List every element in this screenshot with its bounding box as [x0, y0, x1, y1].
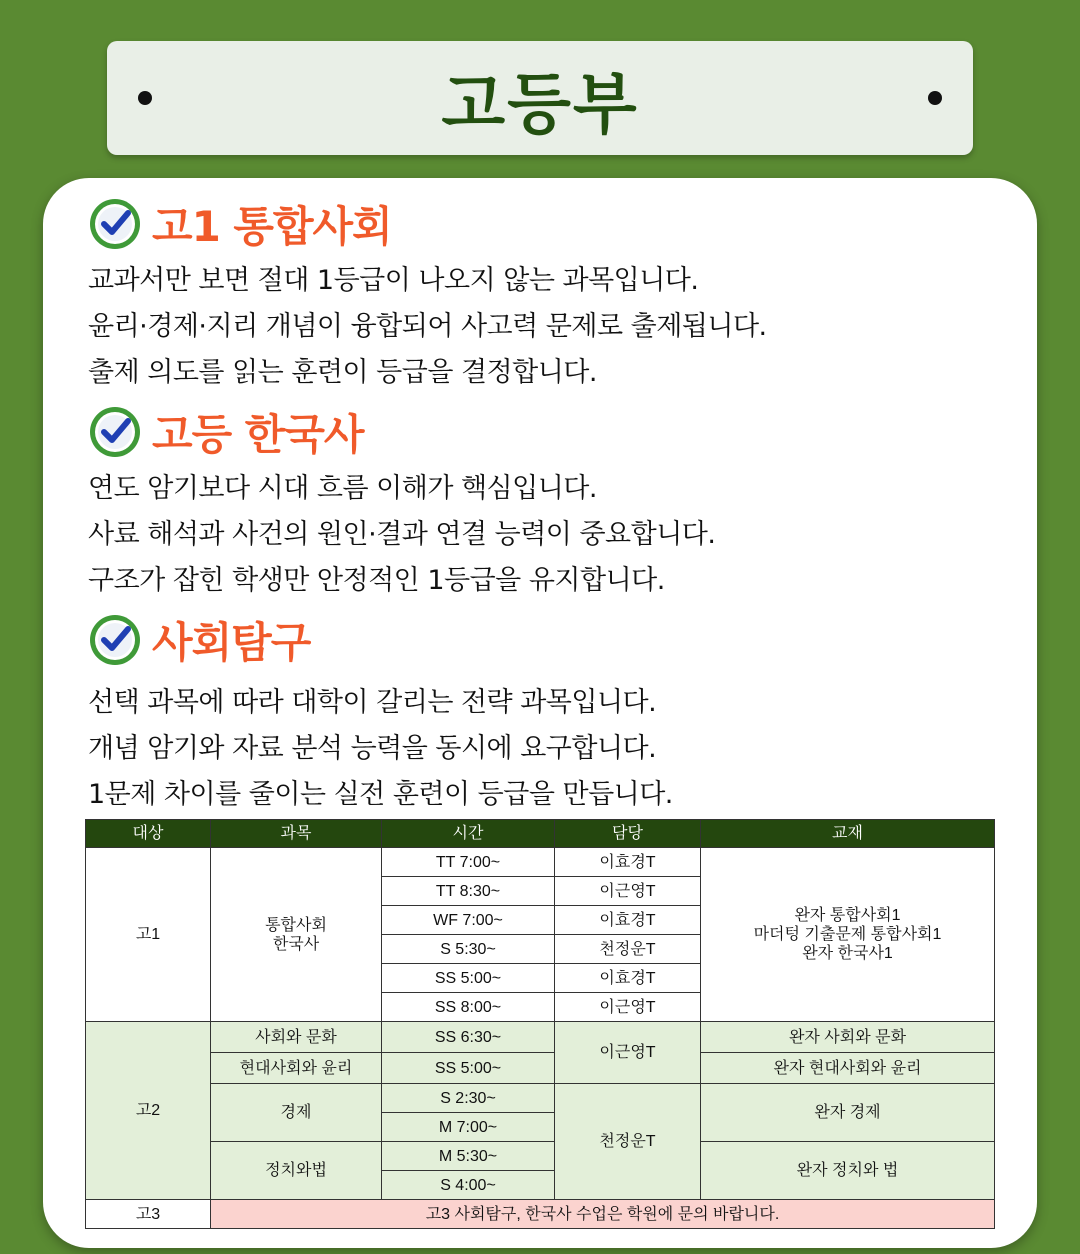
- section-title: 사회탐구: [152, 618, 311, 667]
- time-cell: SS 6:30~: [382, 1022, 555, 1053]
- body-line: 구조가 잡힌 학생만 안정적인 1등급을 유지합니다.: [88, 565, 665, 596]
- textbook-line: 마더텅 기출문제 통합사회1: [753, 926, 942, 943]
- body-line: 교과서만 보면 절대 1등급이 나오지 않는 과목입니다.: [88, 265, 699, 296]
- teacher-cell: 천정운T: [555, 935, 701, 964]
- teacher-cell: 이근영T: [555, 993, 701, 1022]
- section-integrated-social: [88, 194, 1008, 396]
- textbook-cell: [701, 848, 995, 1022]
- table-row: [86, 1053, 995, 1084]
- bullet-dot-icon: [928, 91, 942, 105]
- table-header-row: [86, 820, 995, 848]
- time-cell: M 7:00~: [382, 1113, 555, 1142]
- body-line: 연도 암기보다 시대 흐름 이해가 핵심입니다.: [88, 473, 597, 504]
- section-title: 고1 통합사회: [152, 202, 392, 251]
- subject-line: 통합사회: [265, 916, 327, 934]
- section-korean-history: [88, 402, 1008, 604]
- header-banner: [107, 41, 973, 155]
- table-row: [86, 1142, 995, 1171]
- body-line: 윤리·경제·지리 개념이 융합되어 사고력 문제로 출제됩니다.: [88, 311, 767, 342]
- section-header: [88, 610, 1008, 670]
- section-body: [88, 466, 1008, 604]
- subject-cell: 사회와 문화: [211, 1022, 382, 1053]
- target-cell: 고2: [86, 1022, 211, 1200]
- header-time: 시간: [382, 820, 555, 848]
- section-social-inquiry: [88, 610, 1008, 818]
- header-target: 대상: [86, 820, 211, 848]
- header-textbook: 교재: [701, 820, 995, 848]
- page-title: 고등부: [441, 65, 639, 143]
- check-circle-icon: [88, 405, 142, 459]
- header-subject: 과목: [211, 820, 382, 848]
- textbook-cell: 완자 경제: [701, 1084, 995, 1142]
- time-cell: SS 8:00~: [382, 993, 555, 1022]
- schedule-table: [85, 819, 995, 1229]
- target-cell: 고1: [86, 848, 211, 1022]
- check-circle-icon: [88, 197, 142, 251]
- table-row: [86, 1022, 995, 1053]
- note-cell: 고3 사회탐구, 한국사 수업은 학원에 문의 바랍니다.: [211, 1200, 995, 1229]
- time-cell: WF 7:00~: [382, 906, 555, 935]
- time-cell: SS 5:00~: [382, 964, 555, 993]
- time-cell: S 2:30~: [382, 1084, 555, 1113]
- textbook-cell: 완자 정치와 법: [701, 1142, 995, 1200]
- section-body: [88, 680, 1008, 818]
- target-cell: 고3: [86, 1200, 211, 1229]
- teacher-cell: 이효경T: [555, 848, 701, 877]
- teacher-cell: 이효경T: [555, 906, 701, 935]
- teacher-cell: 천정운T: [555, 1084, 701, 1200]
- subject-cell: 정치와법: [211, 1142, 382, 1200]
- subject-line: 한국사: [272, 935, 320, 953]
- teacher-cell: 이효경T: [555, 964, 701, 993]
- table-row: [86, 1084, 995, 1113]
- section-title: 고등 한국사: [152, 410, 364, 459]
- body-line: 선택 과목에 따라 대학이 갈리는 전략 과목입니다.: [88, 687, 657, 718]
- teacher-cell: 이근영T: [555, 1022, 701, 1084]
- bullet-dot-icon: [138, 91, 152, 105]
- time-cell: SS 5:00~: [382, 1053, 555, 1084]
- time-cell: TT 8:30~: [382, 877, 555, 906]
- subject-cell: 현대사회와 윤리: [211, 1053, 382, 1084]
- check-circle-icon: [88, 613, 142, 667]
- body-line: 1문제 차이를 줄이는 실전 훈련이 등급을 만듭니다.: [88, 779, 673, 810]
- section-header: [88, 402, 1008, 462]
- body-line: 출제 의도를 읽는 훈련이 등급을 결정합니다.: [88, 357, 597, 388]
- time-cell: S 4:00~: [382, 1171, 555, 1200]
- time-cell: S 5:30~: [382, 935, 555, 964]
- section-body: [88, 258, 1008, 396]
- subject-cell: [211, 848, 382, 1022]
- teacher-cell: 이근영T: [555, 877, 701, 906]
- table-row: [86, 848, 995, 877]
- table-row: [86, 1200, 995, 1229]
- body-line: 개념 암기와 자료 분석 능력을 동시에 요구합니다.: [88, 733, 657, 764]
- body-line: 사료 해석과 사건의 원인·결과 연결 능력이 중요합니다.: [88, 519, 716, 550]
- section-header: [88, 194, 1008, 254]
- textbook-cell: 완자 사회와 문화: [701, 1022, 995, 1053]
- textbook-line: 완자 통합사회1: [794, 907, 901, 924]
- header-teacher: 담당: [555, 820, 701, 848]
- time-cell: M 5:30~: [382, 1142, 555, 1171]
- time-cell: TT 7:00~: [382, 848, 555, 877]
- subject-cell: 경제: [211, 1084, 382, 1142]
- textbook-line: 완자 한국사1: [802, 945, 893, 962]
- textbook-cell: 완자 현대사회와 윤리: [701, 1053, 995, 1084]
